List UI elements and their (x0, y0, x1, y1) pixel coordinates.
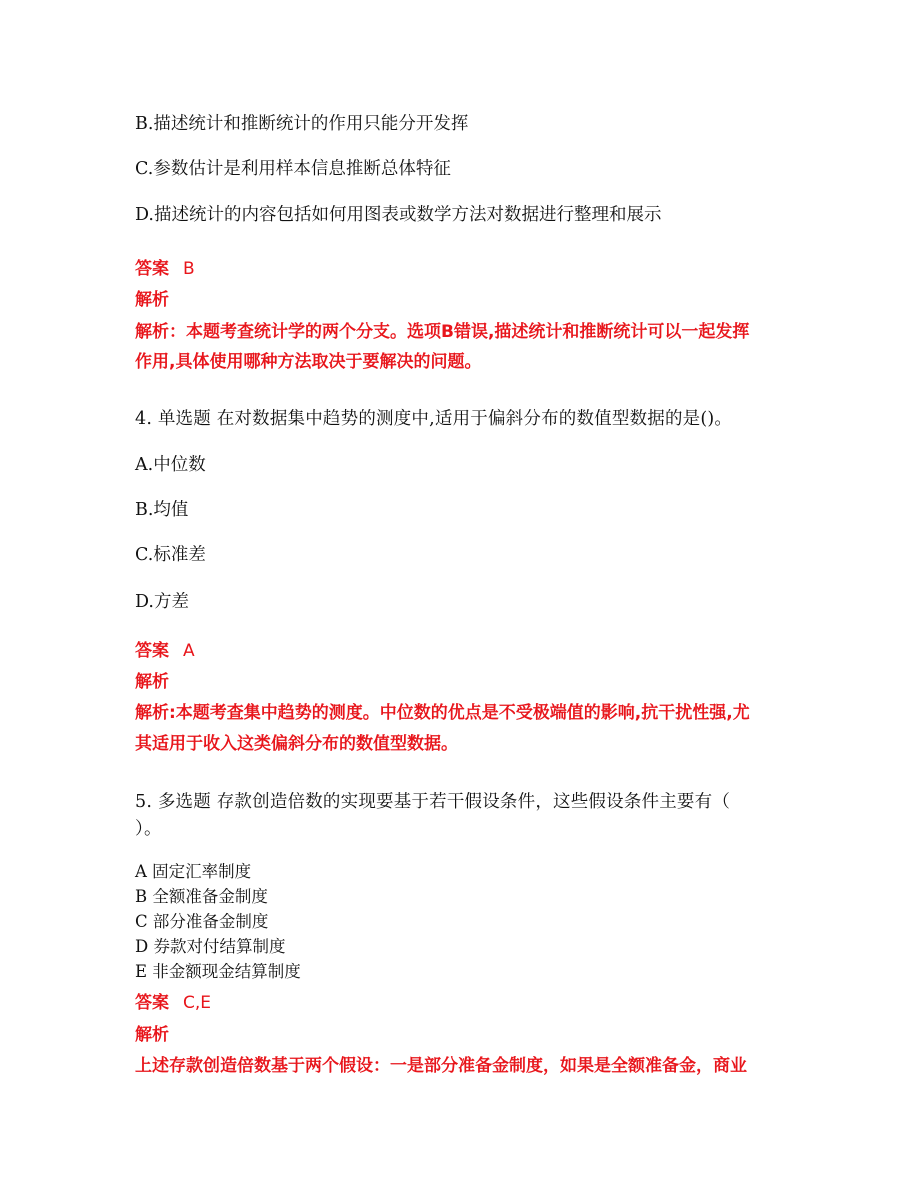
q3-option-c: C.参数估计是利用样本信息推断总体特征 (135, 159, 451, 179)
q5-option-b: B 全额准备金制度 (135, 887, 268, 906)
q4-analysis-label: 解析 (135, 672, 169, 692)
q3-answer-label: 答案 (135, 259, 169, 279)
q3-option-b: B.描述统计和推断统计的作用只能分开发挥 (135, 114, 469, 134)
q5-option-a: A 固定汇率制度 (135, 862, 252, 881)
q3-analysis-label: 解析 (135, 290, 169, 310)
q4-answer-value: A (183, 641, 195, 661)
q5-answer-label: 答案 (135, 993, 169, 1013)
q4-analysis-line-1: 解析:本题考查集中趋势的测度。中位数的优点是不受极端值的影响,抗干扰性强,尤 (135, 703, 750, 723)
q5-question-line-1: 5. 多选题 存款创造倍数的实现要基于若干假设条件，这些假设条件主要有（ (135, 792, 731, 812)
q5-question-line-2: ）。 (135, 819, 162, 839)
q5-analysis-line-1: 上述存款创造倍数基于两个假设：一是部分准备金制度，如果是全额准备金，商业 (135, 1056, 747, 1076)
q3-analysis-line-2: 作用,具体使用哪种方法取决于要解决的问题。 (135, 352, 482, 372)
q5-option-e: E 非金额现金结算制度 (135, 962, 301, 981)
q3-answer (135, 254, 195, 279)
q5-answer (135, 988, 211, 1013)
q4-question: 4. 单选题 在对数据集中趋势的测度中,适用于偏斜分布的数值型数据的是()。 (135, 409, 733, 429)
q3-analysis-line-1: 解析：本题考查统计学的两个分支。选项B错误,描述统计和推断统计可以一起发挥 (135, 322, 750, 342)
q4-option-b: B.均值 (135, 500, 189, 520)
q4-option-d: D.方差 (135, 592, 189, 612)
q4-answer-label: 答案 (135, 641, 169, 661)
q5-option-d: D 券款对付结算制度 (135, 937, 286, 956)
q4-option-c: C.标准差 (135, 545, 206, 565)
q4-option-a: A.中位数 (135, 455, 206, 475)
q5-analysis-label: 解析 (135, 1025, 169, 1045)
q3-option-d: D.描述统计的内容包括如何用图表或数学方法对数据进行整理和展示 (135, 205, 662, 225)
q3-answer-value: B (183, 259, 195, 279)
q4-answer (135, 636, 195, 661)
q5-option-c: C 部分准备金制度 (135, 912, 269, 931)
q5-answer-value: C,E (183, 993, 212, 1013)
q4-analysis-line-2: 其适用于收入这类偏斜分布的数值型数据。 (135, 734, 458, 754)
